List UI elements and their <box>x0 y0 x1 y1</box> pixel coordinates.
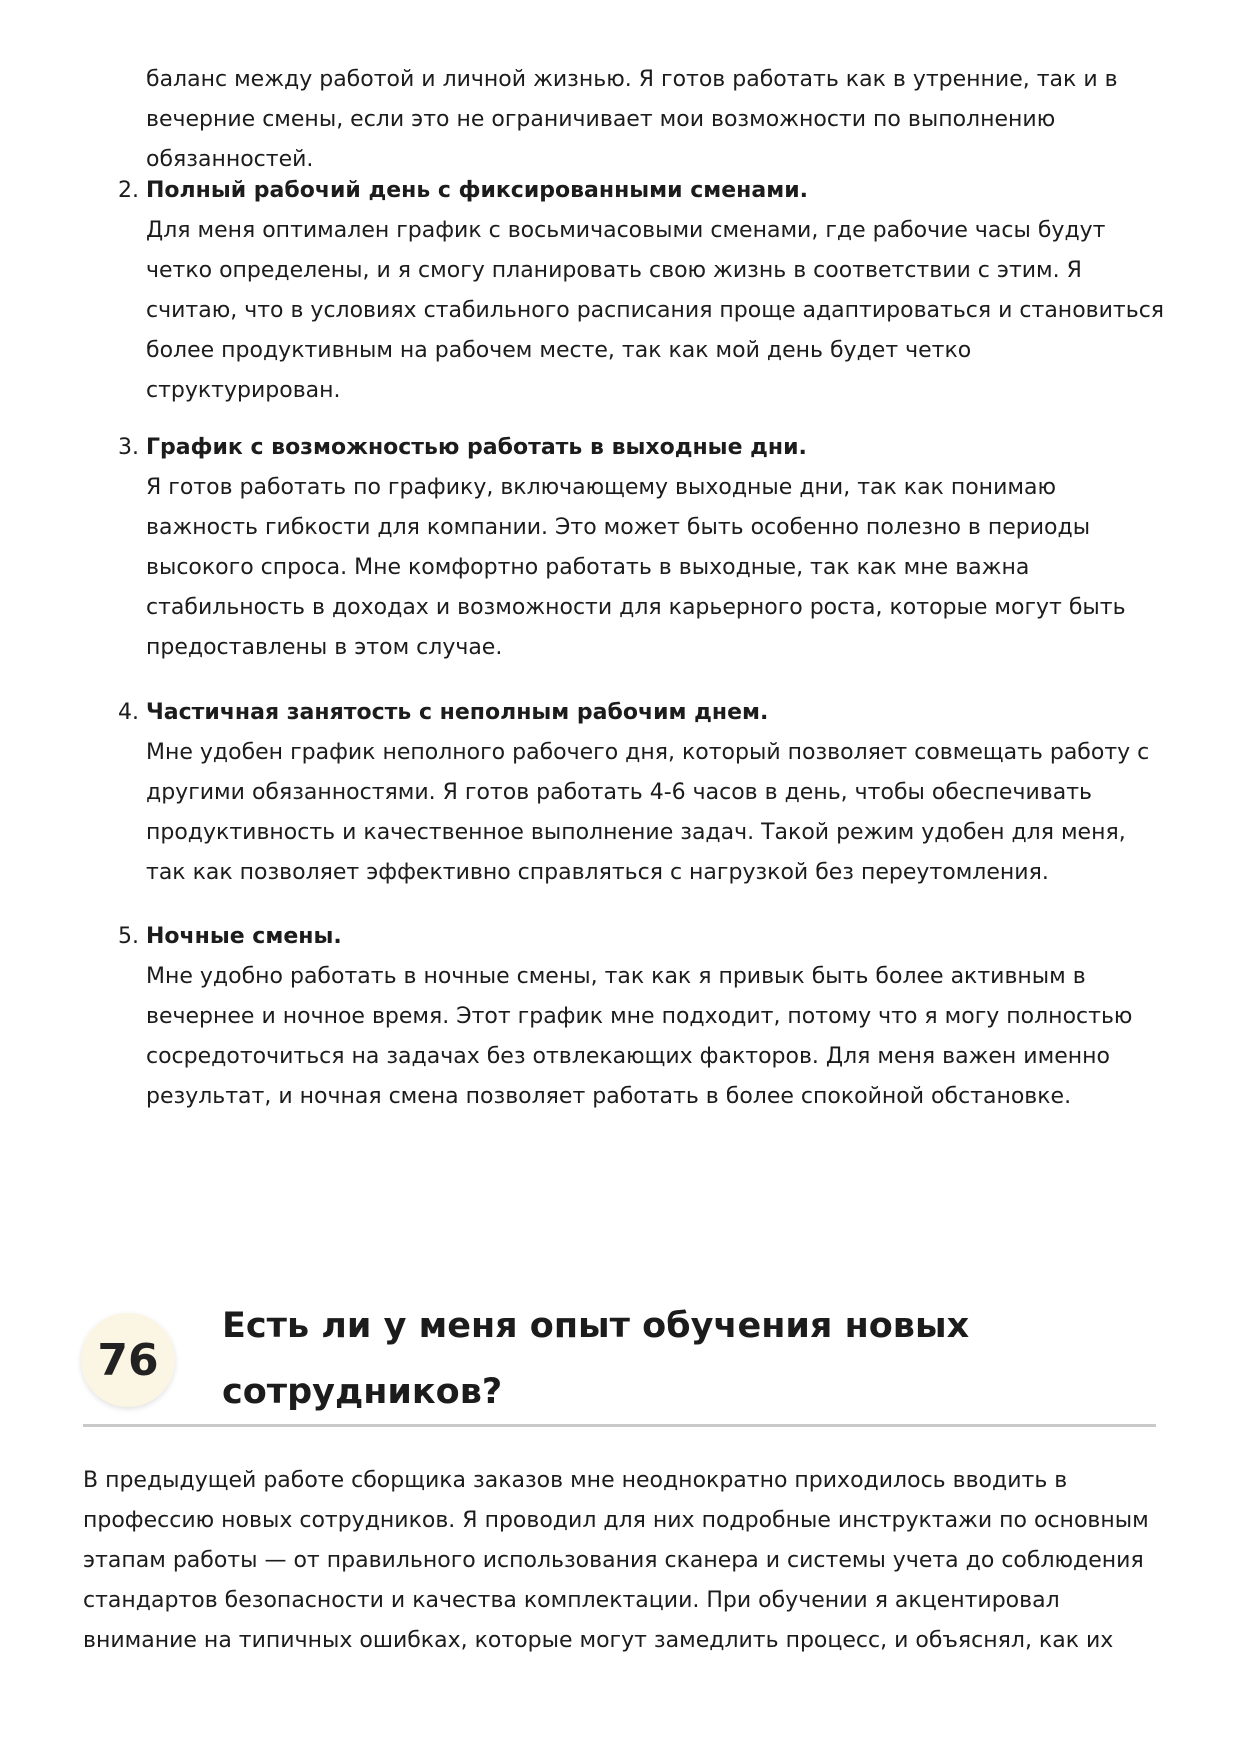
list-item <box>118 171 1166 411</box>
schedule-option-2 <box>118 171 1166 433</box>
section-body-paragraph: В предыдущей работе сборщика заказов мне неоднократно приходилось вводить в профессию новых сотрудников. Я проводил для них подробные инструктажи по основным этапам работы — от правильного использования сканера и системы учета до соблюдения стандартов безопасности и качества комплектации. При обучении я акцентировал внимание на типичных ошибках, которые могут замедлить процесс, и объяснял, как их <box>83 1468 1149 1653</box>
section-heading: Есть ли у меня опыт обучения новых сотрудников? <box>222 1306 970 1412</box>
item-text: Для меня оптимален график с восьмичасовыми сменами, где рабочие часы будут четко определены, и я смогу планировать свою жизнь в соответствии с этим. Я считаю, что в условиях стабильного расписания проще адаптироваться и становиться более продуктивным на рабочем месте, так как мой день будет четко структурирован. <box>146 218 1165 403</box>
item-text: Мне удобно работать в ночные смены, так как я привык быть более активным в вечернее и ночное время. Этот график мне подходит, потому что я могу полностью сосредоточиться на задачах без отвлекающих факторов. Для меня важен именно результат, и ночная смена позволяет работать в более спокойной обстановке. <box>146 964 1133 1109</box>
item-title: Полный рабочий день с фиксированными сменами. <box>146 178 808 203</box>
list-item <box>118 428 1166 668</box>
list-item <box>118 693 1166 893</box>
schedule-option-3 <box>118 428 1166 690</box>
schedule-option-4 <box>118 693 1166 915</box>
item-title: График с возможностью работать в выходные дни. <box>146 435 807 460</box>
question-number-badge: 76 <box>81 1313 175 1407</box>
item-title: Частичная занятость с неполным рабочим днем. <box>146 700 769 725</box>
item-number: 2. <box>118 178 139 203</box>
item-number: 4. <box>118 700 139 725</box>
item-number: 5. <box>118 924 139 949</box>
item-title: Ночные смены. <box>146 924 342 949</box>
item-text: Мне удобен график неполного рабочего дня, который позволяет совмещать работу с другими обязанностями. Я готов работать 4-6 часов в день, чтобы обеспечивать продуктивность и качественное выполнение задач. Такой режим удобен для меня, так как позволяет эффективно справляться с нагрузкой без переутомления. <box>146 740 1150 885</box>
intro-paragraph-continuation: баланс между работой и личной жизнью. Я готов работать как в утренние, так и в вечерние смены, если это не ограничивает мои возможности по выполнению обязанностей. <box>146 67 1118 172</box>
list-item <box>118 917 1166 1117</box>
item-number: 3. <box>118 435 139 460</box>
section-divider <box>83 1424 1156 1427</box>
item-text: Я готов работать по графику, включающему выходные дни, так как понимаю важность гибкости для компании. Это может быть особенно полезно в периоды высокого спроса. Мне комфортно работать в выходные, так как мне важна стабильность в доходах и возможности для карьерного роста, которые могут быть предоставлены в этом случае. <box>146 475 1126 660</box>
schedule-option-5 <box>118 917 1166 1139</box>
